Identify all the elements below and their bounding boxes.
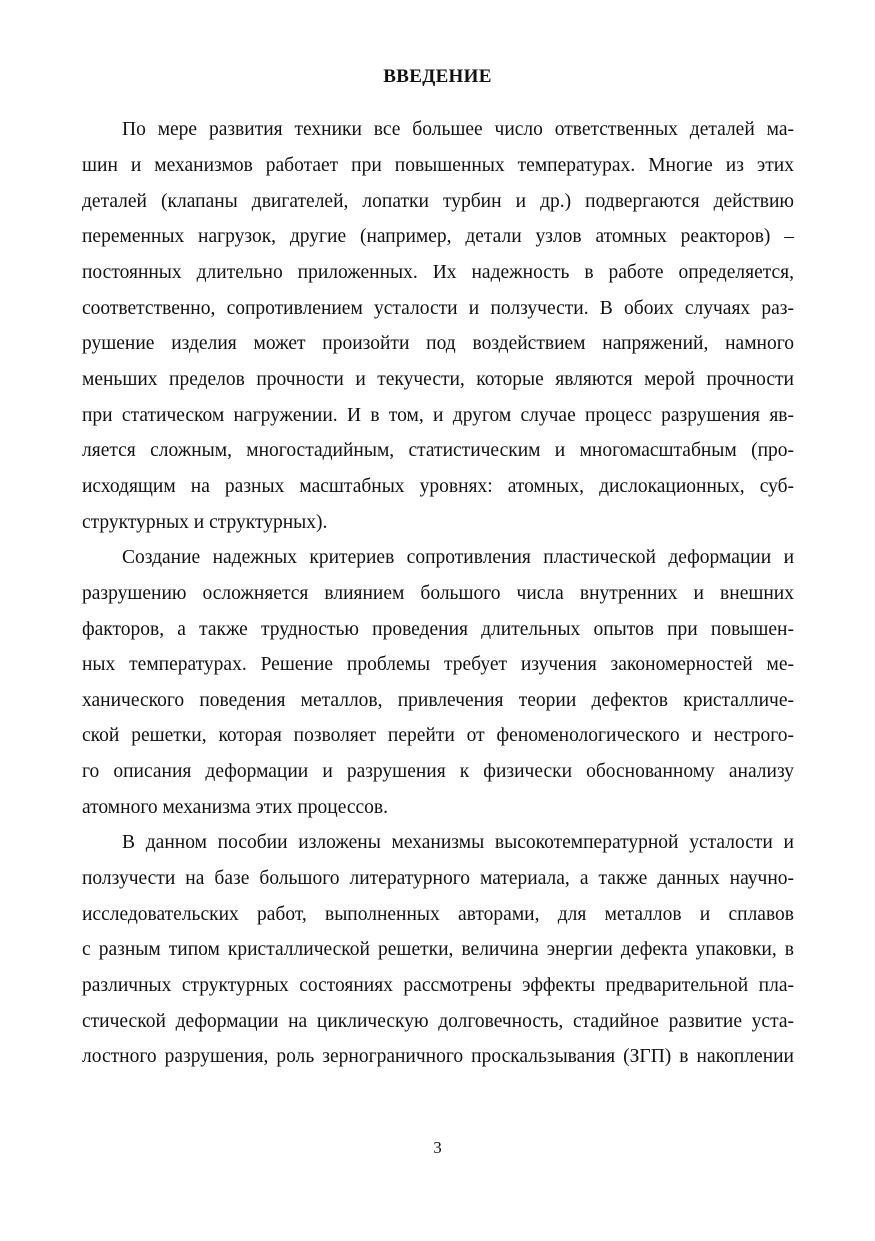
text-line: исходящим на разных масштабных уровнях: атомных, дислокационных, суб- [82,476,794,497]
text-line: переменных нагрузок, другие (например, детали узлов атомных реакторов) – [82,226,794,247]
text-line: факторов, а также трудностью проведения длительных опытов при повышен- [82,619,794,640]
text-line: ской решетки, которая позволяет перейти от феноменологического и нестрого- [82,725,794,746]
text-line: исследовательских работ, выполненных авторами, для металлов и сплавов [82,904,794,925]
text-line: В данном пособии изложены механизмы высокотемпературной усталости и [122,832,794,853]
text-line: Создание надежных критериев сопротивления пластической деформации и [122,547,794,568]
text-line: ляется сложным, многостадийным, статистическим и многомасштабным (про- [82,440,794,461]
page-number: 3 [433,1138,442,1157]
text-line: разрушению осложняется влиянием большого числа внутренних и внешних [82,583,794,604]
text-line: меньших пределов прочности и текучести, которые являются мерой прочности [82,369,794,390]
text-line: По мере развития техники все большее число ответственных деталей ма- [122,119,794,140]
text-line: постоянных длительно приложенных. Их надежность в работе определяется, [82,262,794,283]
text-line: лостного разрушения, роль зернограничного проскальзывания (ЗГП) в накоплении [82,1046,794,1067]
text-line: различных структурных состояниях рассмотрены эффекты предварительной пла- [82,975,794,996]
text-line: шин и механизмов работает при повышенных температурах. Многие из этих [82,155,794,176]
text-line: го описания деформации и разрушения к физически обоснованному анализу [82,761,794,782]
text-line: ных температурах. Решение проблемы требует изучения закономерностей ме- [82,654,794,675]
section-heading: ВВЕДЕНИЕ [383,66,492,87]
text-line: деталей (клапаны двигателей, лопатки турбин и др.) подвергаются действию [82,191,794,212]
text-line: ползучести на базе большого литературного материала, а также данных научно- [82,868,794,889]
text-line: с разным типом кристаллической решетки, величина энергии дефекта упаковки, в [82,939,794,960]
text-line: структурных и структурных). [82,512,328,533]
text-line: рушение изделия может произойти под воздействием напряжений, намного [82,333,794,354]
text-line: соответственно, сопротивлением усталости и ползучести. В обоих случаях раз- [82,298,794,319]
text-line: стической деформации на циклическую долговечность, стадийное развитие уста- [82,1011,794,1032]
text-line: атомного механизма этих процессов. [82,797,388,818]
text-line: при статическом нагружении. И в том, и другом случае процесс разрушения яв- [82,405,794,426]
text-line: ханического поведения металлов, привлечения теории дефектов кристалличе- [82,690,794,711]
